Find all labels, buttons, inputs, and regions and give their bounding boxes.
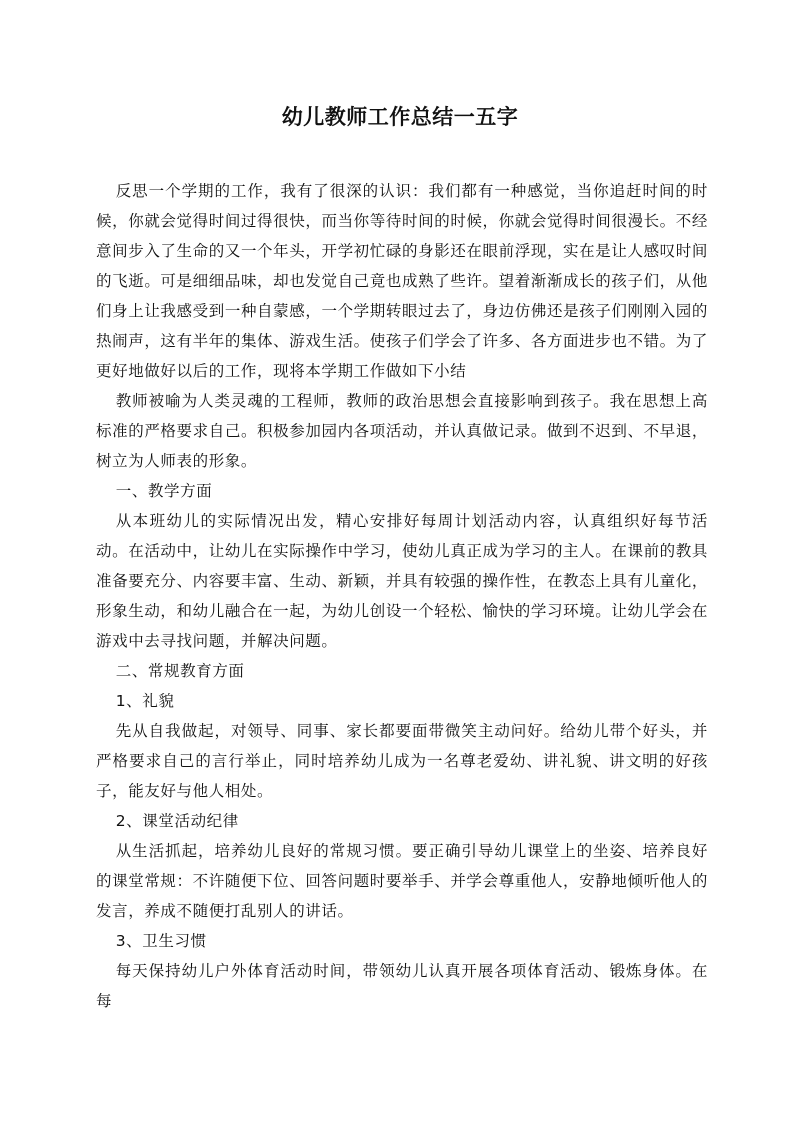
document-body [96,176,708,1016]
document-title: 幼儿教师工作总结一五字 [281,105,519,129]
paragraph-discipline: 从生活抓起，培养幼儿良好的常规习惯。要正确引导幼儿课堂上的坐姿、培养良好的课堂常规：不许随便下位、回答问题时要举手、并学会尊重他人，安静地倾听他人的发言，养成不随便打乱别人的讲话。 [96,842,708,920]
section-heading-routine: 二、常规教育方面 [115,662,245,680]
paragraph-ideology: 教师被喻为人类灵魂的工程师，教师的政治思想会直接影响到孩子。我在思想上高标准的严格要求自己。积极参加园内各项活动，并认真做记录。做到不迟到、不早退，树立为人师表的形象。 [96,392,708,470]
subheading-hygiene: 3、卫生习惯 [115,932,207,950]
paragraph-manners: 先从自我做起，对领导、同事、家长都要面带微笑主动问好。给幼儿带个好头，并严格要求自己的言行举止，同时培养幼儿成为一名尊老爱幼、讲礼貌、讲文明的好孩子，能友好与他人相处。 [96,722,708,800]
subheading-manners: 1、礼貌 [115,692,175,710]
subheading-discipline: 2、课堂活动纪律 [115,812,239,830]
paragraph-intro: 反思一个学期的工作，我有了很深的认识：我们都有一种感觉，当你追赶时间的时候，你就会觉得时间过得很快，而当你等待时间的时候，你就会觉得时间很漫长。不经意间步入了生命的又一个年头，开学初忙碌的身影还在眼前浮现，实在是让人感叹时间的飞逝。可是细细品味，却也发觉自己竟也成熟了些许。望着渐渐成长的孩子们，从他们身上让我感受到一种自蒙感，一个学期转眼过去了，身边仿佛还是孩子们刚刚入园的热闹声，这有半年的集体、游戏生活。使孩子们学会了许多、各方面进步也不错。为了更好地做好以后的工作，现将本学期工作做如下小结 [96,182,708,380]
paragraph-teaching: 从本班幼儿的实际情况出发，精心安排好每周计划活动内容，认真组织好每节活动。在活动中，让幼儿在实际操作中学习，使幼儿真正成为学习的主人。在课前的教具准备要充分、内容要丰富、生动、新颖，并具有较强的操作性，在教态上具有儿童化，形象生动，和幼儿融合在一起，为幼儿创设一个轻松、愉快的学习环境。让幼儿学会在游戏中去寻找问题，并解决问题。 [96,512,708,650]
section-heading-teaching: 一、教学方面 [115,482,213,500]
paragraph-hygiene: 每天保持幼儿户外体育活动时间，带领幼儿认真开展各项体育活动、锻炼身体。在每 [96,962,708,1010]
